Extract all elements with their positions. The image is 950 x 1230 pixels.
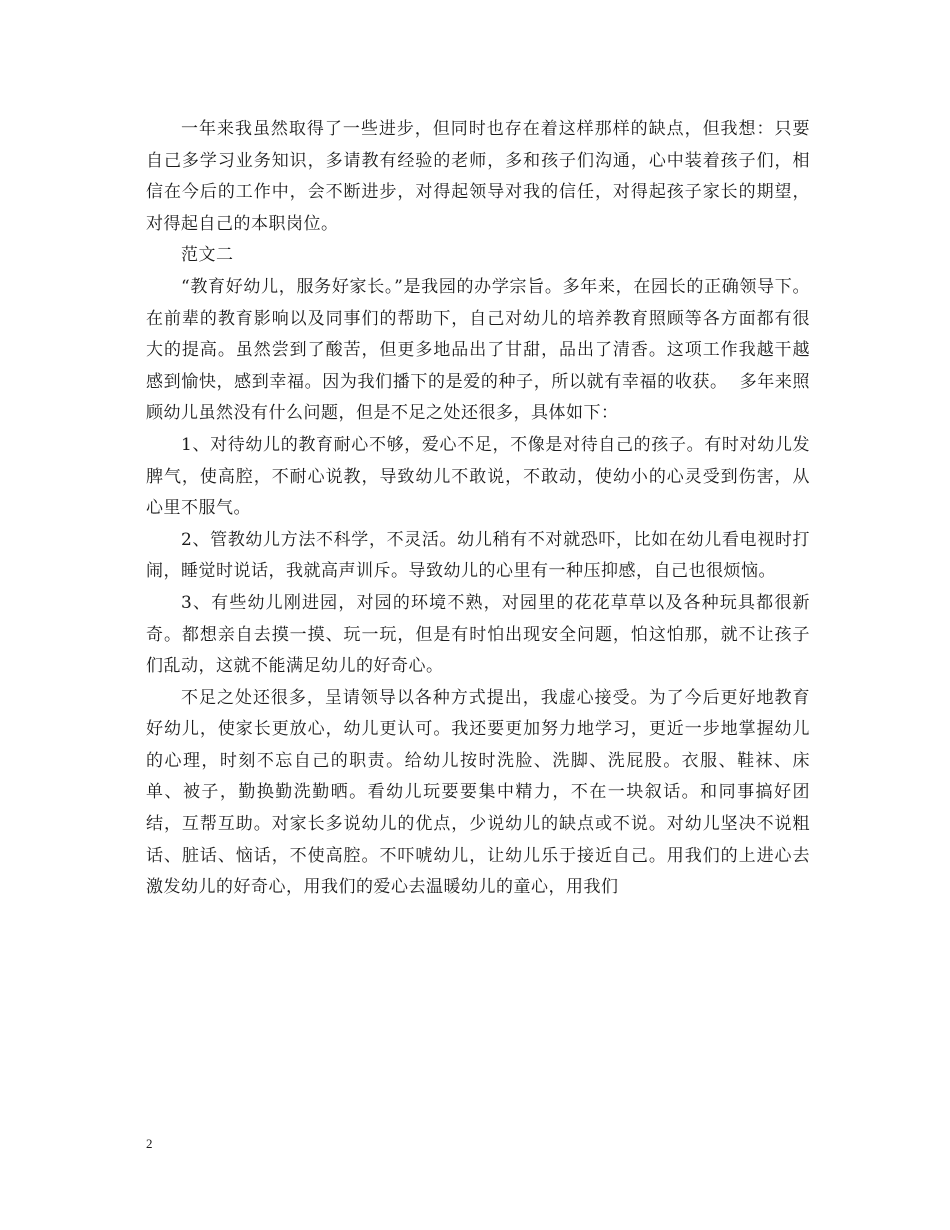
paragraph-conclusion: 一年来我虽然取得了一些进步，但同时也存在着这样那样的缺点，但我想：只要自己多学习业务知识，多请教有经验的老师，多和孩子们沟通，心中装着孩子们，相信在今后的工作中，会不断进步，对得起领导对我的信任，对得起孩子家长的期望，对得起自己的本职岗位。: [146, 119, 810, 234]
paragraph-item-2: 2、管教幼儿方法不科学，不灵活。幼儿稍有不对就恐吓，比如在幼儿看电视时打闹，睡觉时说话，我就高声训斥。导致幼儿的心里有一种压抑感，自己也很烦恼。: [146, 529, 810, 582]
page-number: 2: [146, 1136, 153, 1151]
paragraph-item-3: 3、有些幼儿刚进园，对园的环境不熟，对园里的花花草草以及各种玩具都很新奇。都想亲自去摸一摸、玩一玩，但是有时怕出现安全问题，怕这怕那，就不让孩子们乱动，这就不能满足幼儿的好奇心。: [146, 592, 810, 677]
paragraph-improvement: 不足之处还很多，呈请领导以各种方式提出，我虚心接受。为了今后更好地教育好幼儿，使家长更放心，幼儿更认可。我还要更加努力地学习，更近一步地掌握幼儿的心理，时刻不忘自己的职责。给幼儿按时洗脸、洗脚、洗屁股。衣服、鞋袜、床单、被子，勤换勤洗勤晒。看幼儿玩要要集中精力，不在一块叙话。和同事搞好团结，互帮互助。对家长多说幼儿的优点，少说幼儿的缺点或不说。对幼儿坚决不说粗话、脏话、恼话，不使高腔。不吓唬幼儿，让幼儿乐于接近自己。用我们的上进心去激发幼儿的好奇心，用我们的爱心去温暖幼儿的童心，用我们: [146, 687, 810, 898]
paragraph-intro: “教育好幼儿，服务好家长。”是我园的办学宗旨。多年来，在园长的正确领导下。在前辈的教育影响以及同事们的帮助下，自己对幼儿的培养教育照顾等各方面都有很大的提高。虽然尝到了酸苦，但更多地品出了甘甜，品出了清香。这项工作我越干越感到愉快，感到幸福。因为我们播下的是爱的种子，所以就有幸福的收获。 多年来照顾幼儿虽然没有什么问题，但是不足之处还很多，具体如下：: [146, 276, 810, 424]
section-heading: 范文二: [181, 245, 234, 266]
document-body: [146, 114, 810, 904]
paragraph-item-1: 1、对待幼儿的教育耐心不够，爱心不足，不像是对待自己的孩子。有时对幼儿发脾气，使高腔，不耐心说教，导致幼儿不敢说，不敢动，使幼小的心灵受到伤害，从心里不服气。: [146, 434, 810, 519]
